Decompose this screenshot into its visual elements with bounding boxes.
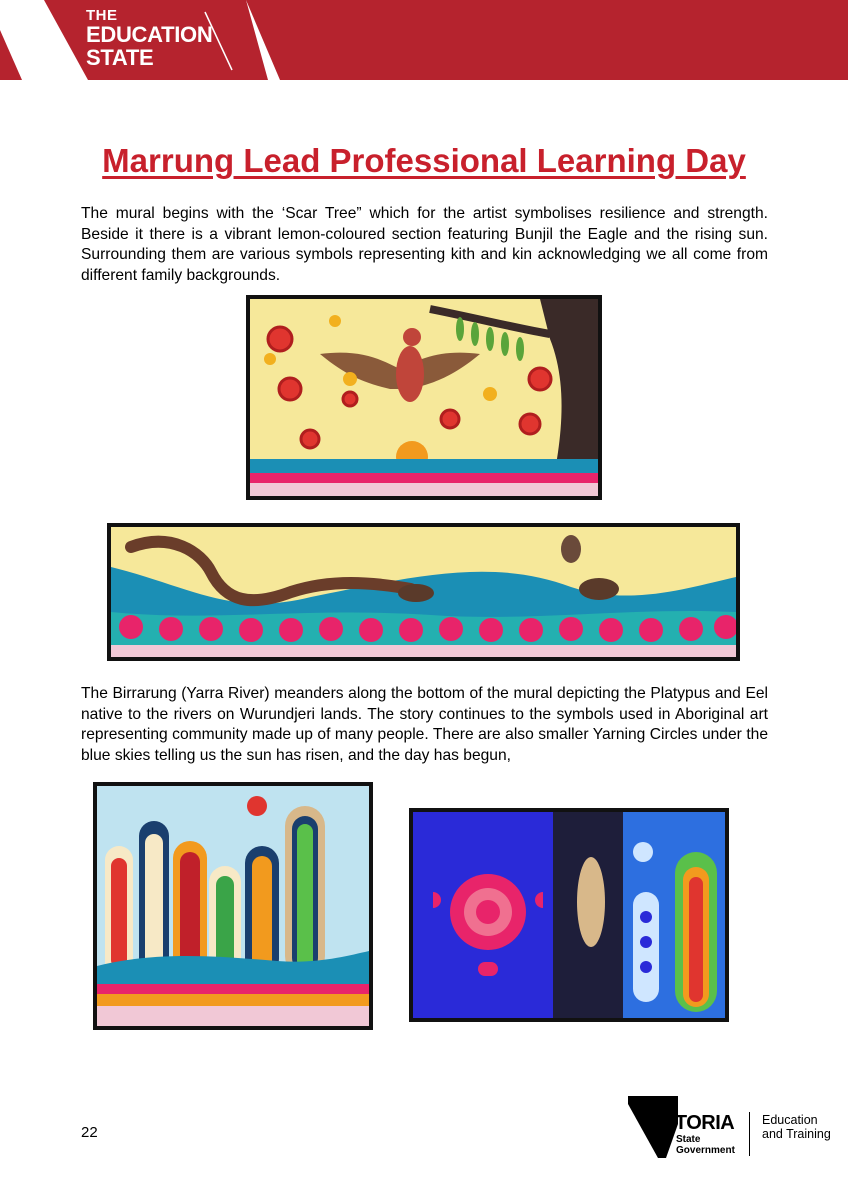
- intro-paragraph: The mural begins with the ‘Scar Tree” which for the artist symbolises resilience and strength. Beside it there is a vibrant lemon-coloured section featuring Bunjil the Eagle and the rising sun. Surrounding them are various symbols representing kith and kin acknowledging we all come from different family backgrounds.: [81, 205, 768, 284]
- community-mural-art: [97, 786, 369, 1026]
- page-title: Marrung Lead Professional Learning Day: [102, 142, 746, 179]
- department-line2: and Training: [762, 1127, 831, 1141]
- department-line1: Education: [762, 1113, 818, 1127]
- mural-image-community: [93, 782, 373, 1030]
- logo-line-state: STATE: [86, 45, 154, 70]
- state-label: State: [676, 1134, 701, 1145]
- page-number: 22: [81, 1124, 98, 1141]
- mural-image-river: [107, 523, 740, 661]
- yarning-circle-mural-art: [413, 812, 725, 1018]
- river-mural-art: [111, 527, 736, 657]
- department-label: [762, 1113, 831, 1141]
- header-banner: [0, 0, 848, 80]
- victoria-wordmark: VICTORIA: [643, 1112, 735, 1134]
- eagle-mural-art: [250, 299, 598, 496]
- logo-line-education: EDUCATION: [86, 22, 213, 47]
- logo-line-the: THE: [86, 7, 118, 24]
- logo-divider: [749, 1112, 750, 1156]
- mural-image-eagle: [246, 295, 602, 500]
- government-label: Government: [676, 1145, 735, 1156]
- mural-image-yarning-circle: [409, 808, 729, 1022]
- river-paragraph: The Birrarung (Yarra River) meanders along the bottom of the mural depicting the Platypus and Eel native to the rivers on Wurundjeri lands. The story continues to the symbols used in Aboriginal art representing community made up of many people. There are also smaller Yarning Circles under the blue skies telling us the sun has risen, and the day has begun,: [81, 685, 768, 764]
- state-government-label: [676, 1134, 735, 1156]
- education-state-logo: [86, 8, 212, 69]
